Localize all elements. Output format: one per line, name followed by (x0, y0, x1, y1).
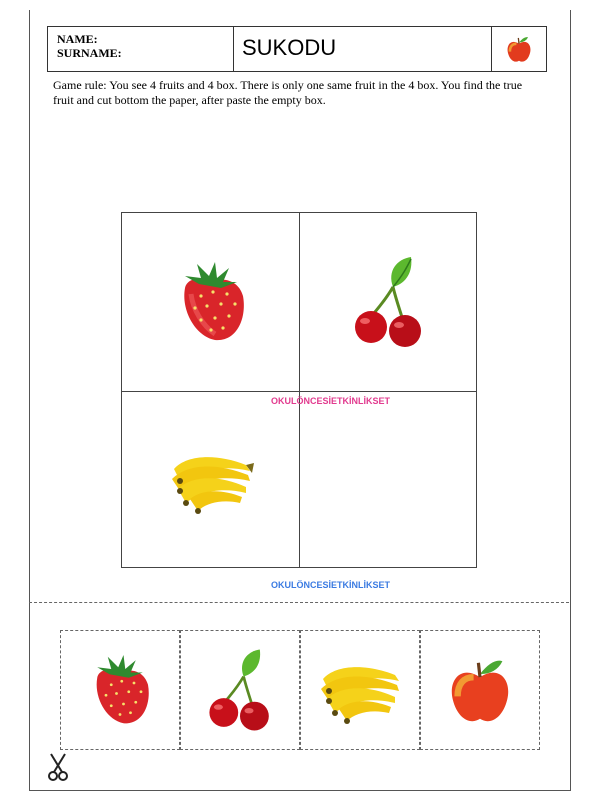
header-icon-cell (492, 27, 546, 71)
apple-icon (448, 654, 512, 726)
cut-line (29, 602, 569, 603)
scissors-icon (47, 752, 69, 782)
banana-icon (315, 655, 405, 725)
strawberry-icon (85, 652, 155, 728)
strawberry-icon (171, 260, 251, 344)
banana-icon (166, 445, 256, 515)
grid-cell-bottom-right-empty (300, 391, 478, 569)
header-table (47, 26, 547, 72)
grid-cell-top-left (122, 213, 300, 391)
page-title: SUKODU (234, 27, 492, 71)
cut-piece-strawberry[interactable] (60, 630, 180, 750)
apple-icon (506, 34, 532, 64)
cut-piece-apple[interactable] (420, 630, 540, 750)
cut-piece-banana[interactable] (300, 630, 420, 750)
surname-label: SURNAME: (57, 46, 122, 60)
cut-piece-cherry[interactable] (180, 630, 300, 750)
name-label: NAME: (57, 32, 98, 46)
grid-cell-bottom-left (122, 391, 300, 569)
watermark-logo: OKULÖNCESİETKİNLİKSET (271, 396, 391, 406)
cherry-icon (204, 649, 276, 731)
game-rule-text: Game rule: You see 4 fruits and 4 box. There is only one same fruit in the 4 box. You find the true fruit and cut bottom the paper, after paste the empty box. (53, 78, 523, 107)
cherry-icon (349, 257, 429, 347)
puzzle-grid (121, 212, 477, 568)
watermark-logo-bottom: OKULÖNCESİETKİNLİKSET (271, 580, 391, 590)
name-cell (48, 27, 234, 71)
grid-cell-top-right (300, 213, 478, 391)
